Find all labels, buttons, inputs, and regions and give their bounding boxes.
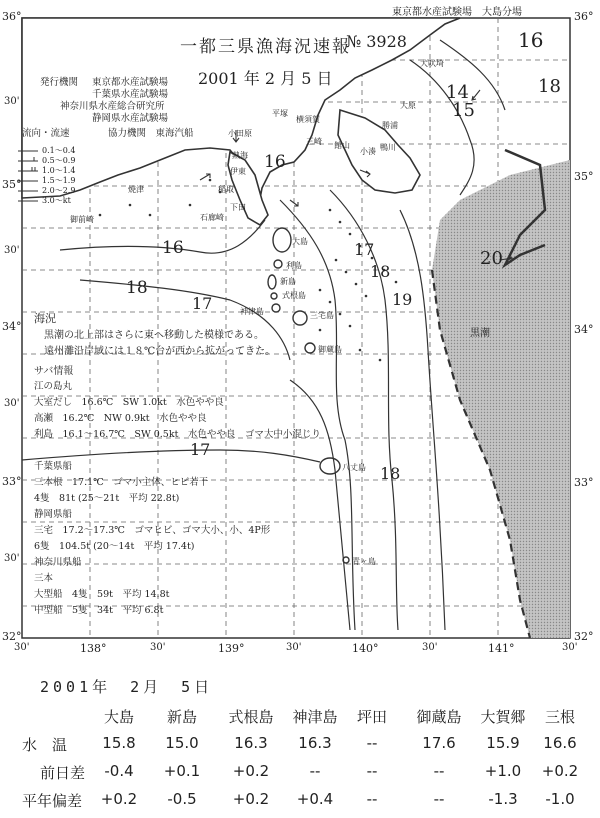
sea-heading: 海況 (34, 312, 56, 325)
column-header: 御蔵島 (416, 708, 462, 726)
place-label: 勝浦 (382, 121, 398, 130)
publisher-item: 神奈川県水産総合研究所 (60, 101, 165, 112)
place-label: 伊東 (230, 167, 246, 176)
report-date: 2001 年 2 月 5 日 (198, 69, 333, 88)
place-label: 小湊 (360, 147, 376, 156)
isotherm-label: 14 (446, 82, 469, 103)
table-cell: -- (366, 734, 378, 752)
table-row (0, 762, 600, 786)
lat-label: 36° (2, 10, 22, 23)
table-cell: +0.2 (541, 762, 579, 780)
place-label: 石廊崎 (200, 213, 224, 222)
lon-label: 140° (352, 642, 379, 655)
info-line: 三本 (34, 573, 54, 584)
isotherm-label: 16 (162, 238, 184, 258)
place-label: 大原 (400, 101, 416, 110)
info-line: 江の島丸 (34, 381, 73, 392)
legend-level: 2.0〜2.9 (42, 186, 76, 195)
lon-label: 30' (562, 642, 578, 653)
place-label: 平塚 (272, 109, 288, 118)
place-label: 三崎 (306, 137, 322, 146)
lat-label: 35° (2, 178, 22, 191)
table-row (0, 734, 600, 758)
publisher-item: 千葉県水産試験場 (92, 89, 169, 100)
place-label: 鴨川 (380, 143, 396, 152)
info-line: 神奈川県船 (34, 557, 82, 568)
table-cell: -0.4 (104, 762, 134, 780)
lat-label: 34° (2, 320, 22, 333)
isotherm-label: 18 (380, 464, 401, 483)
info-line: 高瀬 16.2℃ NW 0.9kt 水色やや良 (34, 413, 207, 424)
lat-label: 33° (2, 475, 22, 488)
isotherm-label: 17 (190, 440, 211, 459)
sea-line: 黒潮の北上部はさらに東へ移動した模様である。 (44, 330, 264, 341)
place-label: 焼津 (128, 185, 144, 194)
isotherm-label: 15 (452, 100, 475, 121)
issue-number: № 3928 (346, 32, 407, 51)
info-line: 大型船 4隻 59t 平均 14.8t (34, 589, 170, 600)
info-line: 三宅 17.2〜17.3℃ ゴマヒビ、ゴマ大小、小、4P形 (34, 525, 271, 536)
info-line: 利島 16.1〜16.7℃ SW 0.5kt 水色やや良 ゴマ大中小混じり (34, 429, 321, 440)
legend-level: 0.1〜0.4 (42, 146, 76, 155)
place-label: 熱海 (232, 151, 248, 160)
table-cell: +0.2 (232, 790, 270, 808)
place-label: 八丈島 (342, 463, 366, 472)
column-header: 神津島 (292, 708, 338, 726)
table-cell: 16.6 (543, 734, 577, 752)
table-cell: -0.5 (167, 790, 197, 808)
table-cell: -- (366, 762, 378, 780)
column-header: 式根島 (228, 708, 274, 726)
row-label: 平年偏差 (22, 792, 83, 810)
island-shikinejima (271, 293, 277, 299)
info-line: 4隻 81t (25〜21t 平均 22.8t) (34, 493, 180, 504)
column-header: 新島 (166, 708, 197, 726)
table-cell: -- (433, 790, 445, 808)
island-niijima (268, 275, 276, 289)
lon-label: 139° (218, 642, 245, 655)
source-label: 東京都水産試験場 大島分場 (392, 7, 522, 18)
info-line: 静岡県船 (34, 509, 73, 520)
place-label: 三宅島 (310, 311, 334, 320)
place-label: 青ヶ島 (352, 557, 376, 566)
table-cell: 16.3 (234, 734, 268, 752)
page-title: 一都三県漁海況速報 (180, 37, 351, 57)
isotherm-label: 18 (370, 262, 391, 281)
column-header: 大賀郷 (480, 708, 526, 726)
island-hachijojima (320, 458, 340, 474)
publisher-item: 静岡県水産試験場 (92, 113, 169, 124)
lat-label: 33° (574, 476, 594, 489)
isotherm-label: 19 (392, 290, 413, 309)
isotherm-label: 17 (192, 294, 213, 313)
island-oshima (273, 228, 291, 252)
table-cell: 15.8 (102, 734, 136, 752)
place-label: 御蔵島 (318, 345, 342, 354)
table-cell: -- (309, 762, 321, 780)
publisher-heading: 発行機関 (40, 77, 79, 88)
table-cell: 17.6 (422, 734, 456, 752)
island-miyakejima (293, 311, 307, 325)
place-label: 御前崎 (70, 215, 94, 224)
lon-label: 30' (14, 642, 30, 653)
island-mikurajima (305, 343, 315, 353)
island-toshima (274, 260, 282, 268)
lat-label: 30' (4, 553, 20, 564)
lat-label: 30' (4, 245, 20, 256)
place-label: 犬吠埼 (420, 59, 444, 68)
lon-label: 141° (488, 642, 515, 655)
row-label: 水 温 (22, 736, 68, 754)
column-header: 大島 (103, 708, 134, 726)
isotherm-label: 16 (264, 152, 286, 172)
place-label: 小田原 (228, 129, 252, 138)
info-line: 中型船 5隻 34t 平均 6.8t (34, 605, 164, 616)
lat-label: 32° (2, 630, 22, 643)
lat-label: 36° (574, 10, 594, 23)
place-label: 稲取 (218, 185, 234, 194)
lat-label: 30' (4, 398, 20, 409)
table-cell: +0.2 (232, 762, 270, 780)
cooperation: 協力機関 東海汽船 (108, 128, 194, 139)
row-label: 前日差 (40, 764, 86, 782)
legend-level: 1.0〜1.4 (42, 166, 76, 175)
table-cell: +1.0 (484, 762, 522, 780)
legend-level: 0.5〜0.9 (42, 156, 76, 165)
lat-label: 30' (4, 96, 20, 107)
lon-label: 30' (150, 642, 166, 653)
kuroshio-label: 黒潮 (470, 328, 490, 339)
isotherm-label: 18 (126, 278, 148, 298)
place-label: 大島 (292, 237, 308, 246)
place-label: 館山 (334, 141, 350, 150)
table-cell: -- (433, 762, 445, 780)
lon-label: 138° (80, 642, 107, 655)
isotherm-label: 18 (538, 76, 561, 97)
table-cell: -- (366, 790, 378, 808)
column-header: 坪田 (356, 708, 387, 726)
lon-label: 30' (286, 642, 302, 653)
lat-label: 32° (574, 630, 594, 643)
place-label: 利島 (286, 261, 302, 270)
place-label: 新島 (280, 277, 296, 286)
legend-level: 1.5〜1.9 (42, 176, 76, 185)
legend-level: 3.0〜kt (42, 196, 71, 205)
table-row (0, 790, 600, 814)
table-cell: +0.4 (296, 790, 334, 808)
island-kozushima (272, 304, 280, 312)
info-line: 6隻 104.5t (20〜14t 平均 17.4t) (34, 541, 195, 552)
table-header-row (0, 706, 600, 730)
place-label: 式根島 (282, 291, 306, 300)
place-label: 神津島 (240, 307, 264, 316)
water-temperature-table (0, 664, 600, 818)
isotherm-label: 20 (480, 248, 503, 269)
place-label: 下田 (230, 203, 246, 212)
table-cell: 15.9 (486, 734, 520, 752)
table-cell: -1.3 (488, 790, 518, 808)
table-cell: +0.1 (163, 762, 201, 780)
table-cell: 16.3 (298, 734, 332, 752)
table-cell: 15.0 (165, 734, 199, 752)
info-line: 三本根 17.1℃ ゴマ小主体、ヒビ若干 (34, 477, 209, 488)
table-cell: +0.2 (100, 790, 138, 808)
sea-line: 遠州灘沿岸域には１８℃台が西から拡がってきた。 (44, 346, 276, 357)
table-date: 2001年 2月 5日 (40, 678, 214, 696)
legend-heading: 流向・流速 (22, 128, 70, 139)
place-label: 横須賀 (296, 115, 320, 124)
isotherm-label: 16 (518, 28, 544, 52)
lat-label: 34° (574, 323, 594, 336)
column-header: 三根 (544, 708, 575, 726)
table-cell: -1.0 (545, 790, 575, 808)
publisher-item: 東京都水産試験場 (92, 77, 169, 88)
info-line: 千葉県船 (34, 461, 73, 472)
info-line: 大室だし 16.6℃ SW 1.0kt 水色やや良 (34, 397, 224, 408)
lon-label: 30' (422, 642, 438, 653)
isotherm-label: 17 (354, 240, 375, 259)
lat-label: 35° (574, 170, 594, 183)
saba-heading: サバ情報 (34, 366, 74, 377)
